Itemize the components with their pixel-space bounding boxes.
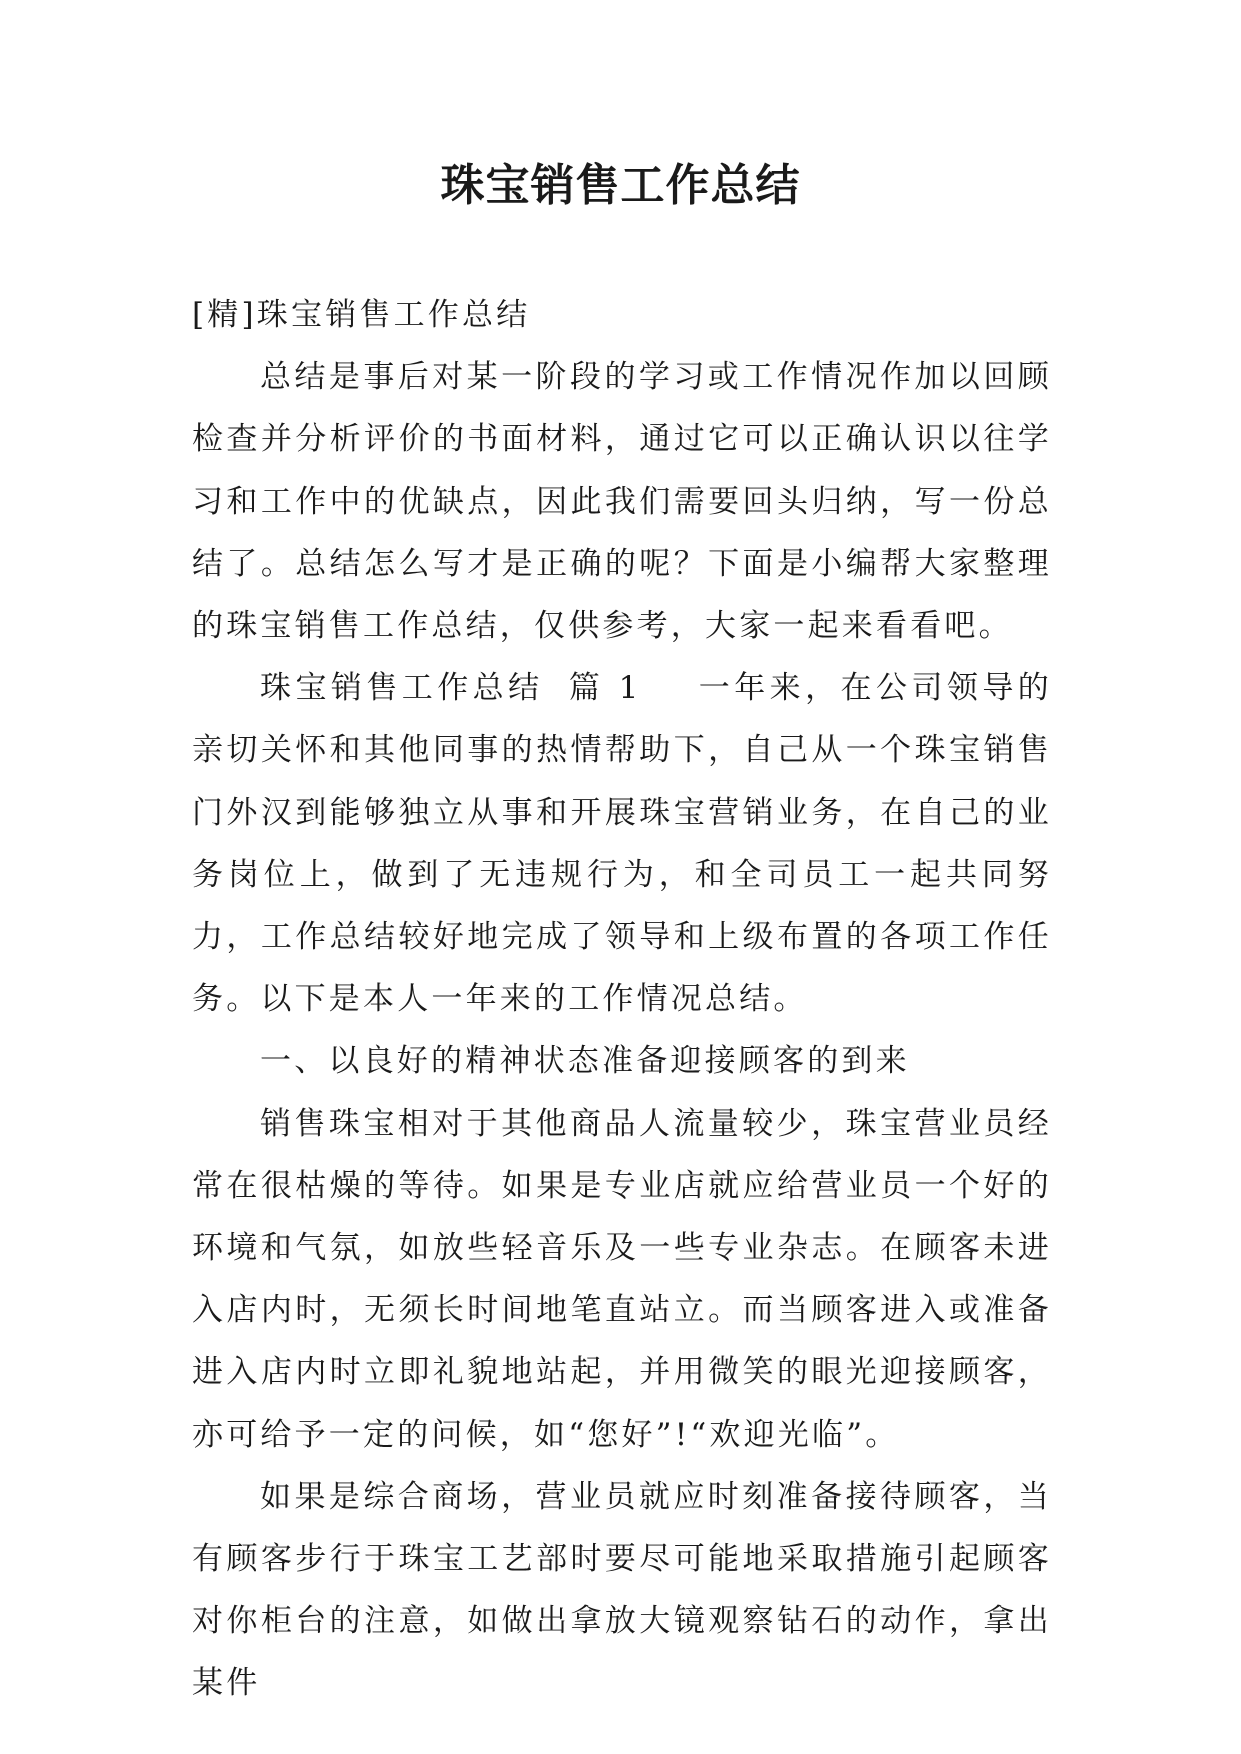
section-paragraph-1: 销售珠宝相对于其他商品人流量较少，珠宝营业员经常在很枯燥的等待。如果是专业店就应给营业员一个好的环境和气氛，如放些轻音乐及一些专业杂志。在顾客未进入店内时，无须长时间地笔直站立。而当顾客进入或准备进入店内时立即礼貌地站起，并用微笑的眼光迎接顾客，亦可给予一定的问候，如“您好”!“欢迎光临”。 [192,1105,1052,1453]
chapter-body: 一年来，在公司领导的亲切关怀和其他同事的热情帮助下，自己从一个珠宝销售门外汉到能够独立从事和开展珠宝营销业务，在自己的业务岗位上，做到了无违规行为，和全司员工一起共同努力，工作总结较好地完成了领导和上级布置的各项工作任务。以下是本人一年来的工作情况总结。 [192,670,1052,1018]
chapter-number: 篇 1 [567,670,642,707]
chapter-paragraph [192,657,1052,1030]
document-subtitle: [精]珠宝销售工作总结 [192,297,531,333]
section-paragraph-2: 如果是综合商场，营业员就应时刻准备接待顾客，当有顾客步行于珠宝工艺部时要尽可能地采取措施引起顾客对你柜台的注意，如做出拿放大镜观察钻石的动作，拿出某件 [192,1478,1052,1702]
chapter-title: 珠宝销售工作总结 [260,670,544,707]
section-heading: 一、以良好的精神状态准备迎接顾客的到来 [260,1043,910,1080]
document-title: 珠宝销售工作总结 [440,160,801,211]
intro-paragraph: 总结是事后对某一阶段的学习或工作情况作加以回顾检查并分析评价的书面材料，通过它可以正确认识以往学习和工作中的优缺点，因此我们需要回头归纳，写一份总结了。总结怎么写才是正确的呢？下面是小编帮大家整理的珠宝销售工作总结，仅供参考，大家一起来看看吧。 [192,359,1052,645]
document-body [192,284,1052,1715]
